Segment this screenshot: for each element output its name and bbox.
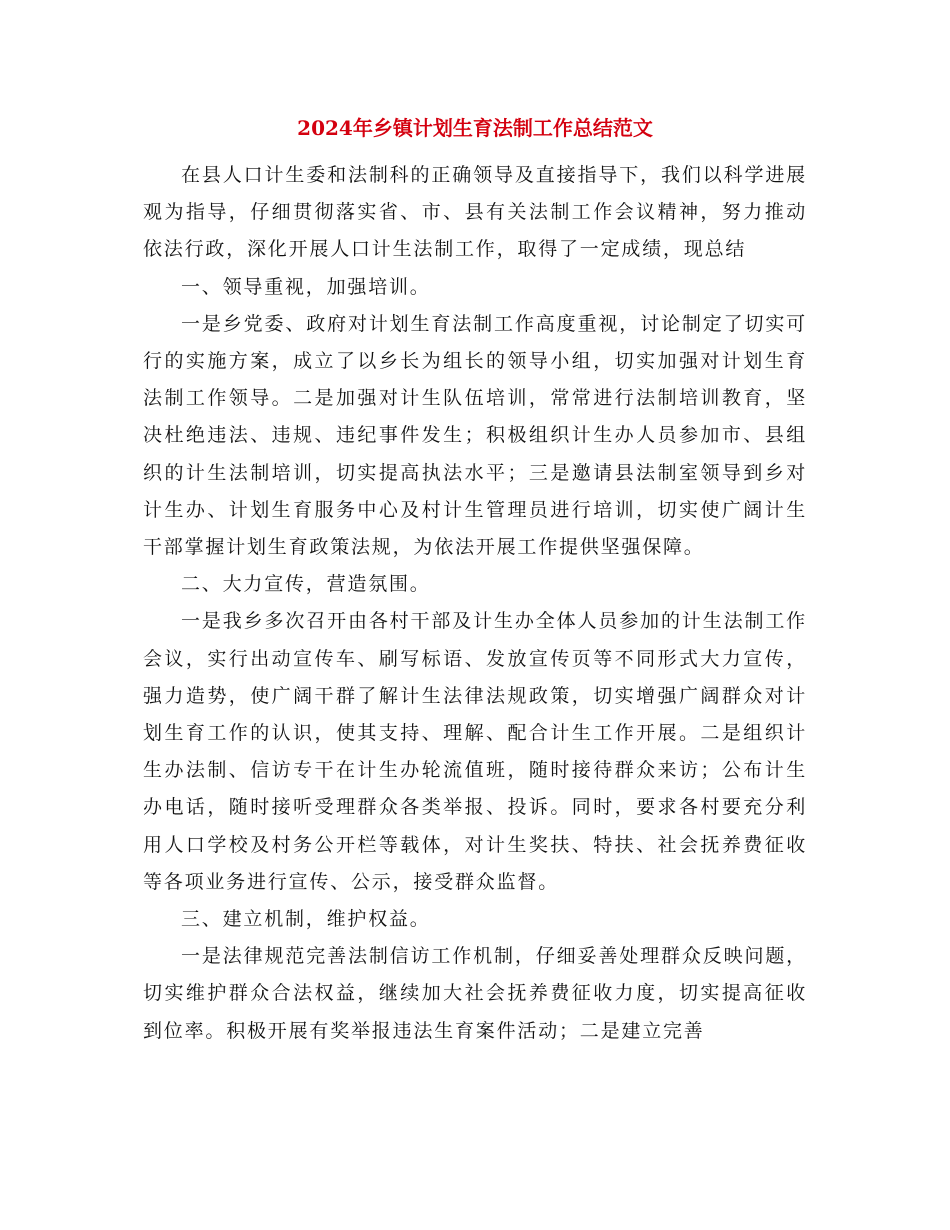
intro-paragraph: 在县人口计生委和法制科的正确领导及直接指导下，我们以科学进展观为指导，仔细贯彻落实省、市、县有关法制工作会议精神，努力推动依法行政，深化开展人口计生法制工作，取得了一定成绩，现总结 [143, 164, 807, 261]
section-1-paragraph: 一是乡党委、政府对计划生育法制工作高度重视，讨论制定了切实可行的实施方案，成立了以乡长为组长的领导小组，切实加强对计划生育法制工作领导。二是加强对计生队伍培训，常常进行法制培训教育，坚决杜绝违法、违规、违纪事件发生；积极组织计生办人员参加市、县组织的计生法制培训，切实提高执法水平；三是邀请县法制室领导到乡对计生办、计划生育服务中心及村计生管理员进行培训，切实使广阔计生干部掌握计划生育政策法规，为依法开展工作提供坚强保障。 [143, 312, 807, 559]
document-body [143, 157, 807, 1050]
section-heading-2: 二、大力宣传，营造氛围。 [181, 573, 431, 596]
section-heading-3: 三、建立机制，维护权益。 [181, 908, 431, 931]
section-heading-1: 一、领导重视，加强培训。 [181, 275, 431, 298]
document-title: 2024年乡镇计划生育法制工作总结范文 [297, 116, 653, 140]
section-2-paragraph: 一是我乡多次召开由各村干部及计生办全体人员参加的计生法制工作会议，实行出动宣传车、刷写标语、发放宣传页等不同形式大力宣传，强力造势，使广阔干群了解计生法律法规政策，切实增强广阔群众对计划生育工作的认识，使其支持、理解、配合计生工作开展。二是组织计生办法制、信访专干在计生办轮流值班，随时接待群众来访；公布计生办电话，随时接听受理群众各类举报、投诉。同时，要求各村要充分利用人口学校及村务公开栏等载体，对计生奖扶、特扶、社会抚养费征收等各项业务进行宣传、公示，接受群众监督。 [143, 610, 807, 893]
section-3-paragraph: 一是法律规范完善法制信访工作机制，仔细妥善处理群众反映问题，切实维护群众合法权益，继续加大社会抚养费征收力度，切实提高征收到位率。积极开展有奖举报违法生育案件活动；二是建立完善 [143, 945, 807, 1042]
